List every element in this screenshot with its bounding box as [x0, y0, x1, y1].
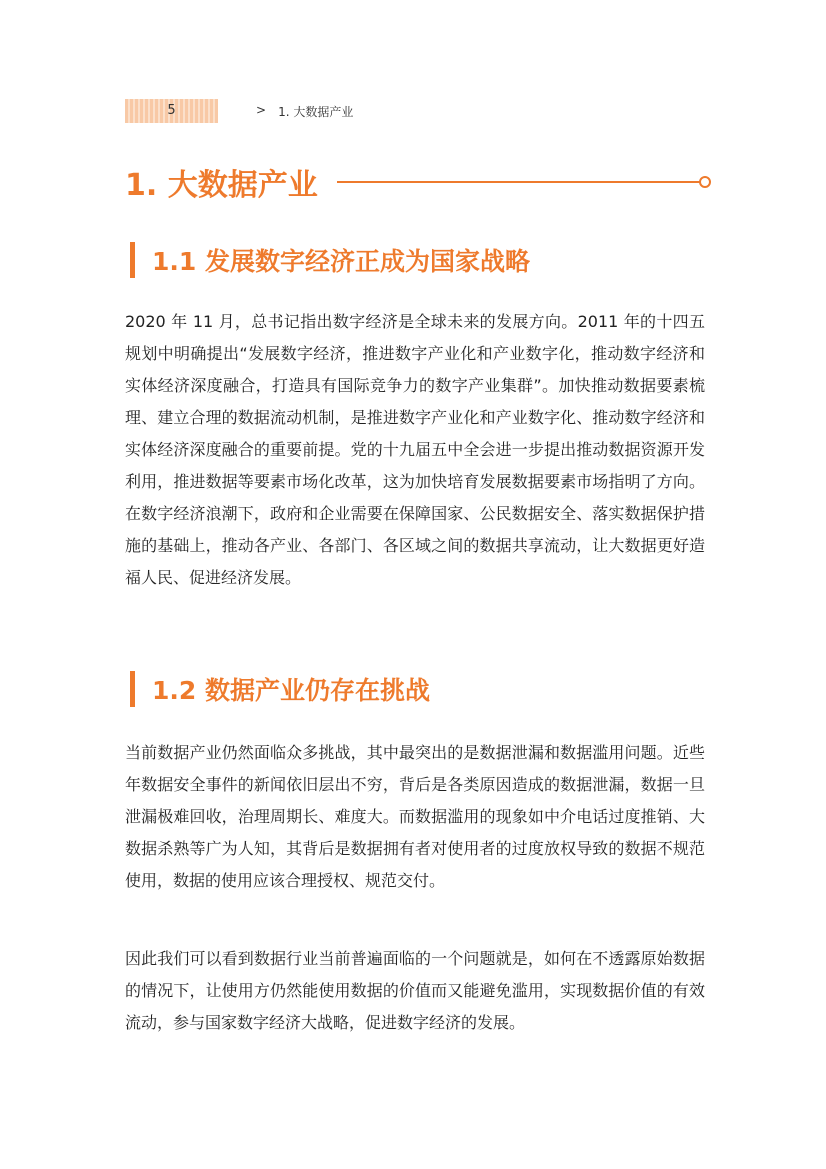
body-paragraph: 当前数据产业仍然面临众多挑战，其中最突出的是数据泄漏和数据滥用问题。近些年数据安全事件的新闻依旧层出不穷，背后是各类原因造成的数据泄漏，数据一旦泄漏极难回收，治理周期长、难度大。而数据滥用的现象如中介电话过度推销、大数据杀熟等广为人知，其背后是数据拥有者对使用者的过度放权导致的数据不规范使用，数据的使用应该合理授权、规范交付。 — [125, 743, 705, 890]
section-heading-accent-bar — [130, 671, 135, 707]
page-number: 5 — [167, 103, 176, 118]
section-heading-accent-bar — [130, 242, 135, 278]
body-paragraph: 2020 年 11 月，总书记指出数字经济是全球未来的发展方向。2011 年的十四五规划中明确提出“发展数字经济，推进数字产业化和产业数字化，推动数字经济和实体经济深度融合，打造具有国际竞争力的数字产业集群”。加快推动数据要素梳理、建立合理的数据流动机制，是推进数字产业化和产业数字化、推动数字经济和实体经济深度融合的重要前提。党的十九届五中全会进一步提出推动数据资源开发利用，推进数据等要素市场化改革，这为加快培育发展数据要素市场指明了方向。在数字经济浪潮下，政府和企业需要在保障国家、公民数据安全、落实数据保护措施的基础上，推动各产业、各部门、各区域之间的数据共享流动，让大数据更好造福人民、促进经济发展。 — [125, 312, 705, 587]
section-heading-1-1 — [130, 240, 530, 280]
section-heading-1-2 — [130, 669, 430, 709]
page-number-tab — [125, 99, 218, 123]
breadcrumb-separator: > — [256, 103, 267, 117]
section-heading-text: 1.1 发展数字经济正成为国家战略 — [152, 247, 530, 276]
section-heading-text: 1.2 数据产业仍存在挑战 — [152, 676, 430, 705]
chapter-title-rule — [337, 181, 701, 183]
breadcrumb-chapter: 1. 大数据产业 — [278, 105, 354, 119]
body-paragraph: 因此我们可以看到数据行业当前普遍面临的一个问题就是，如何在不透露原始数据的情况下，让使用方仍然能使用数据的价值而又能避免滥用，实现数据价值的有效流动，参与国家数字经济大战略，促进数字经济的发展。 — [125, 949, 705, 1032]
chapter-title-rule-end-circle — [699, 176, 711, 188]
chapter-title: 1. 大数据产业 — [125, 168, 318, 203]
breadcrumb — [256, 103, 353, 120]
